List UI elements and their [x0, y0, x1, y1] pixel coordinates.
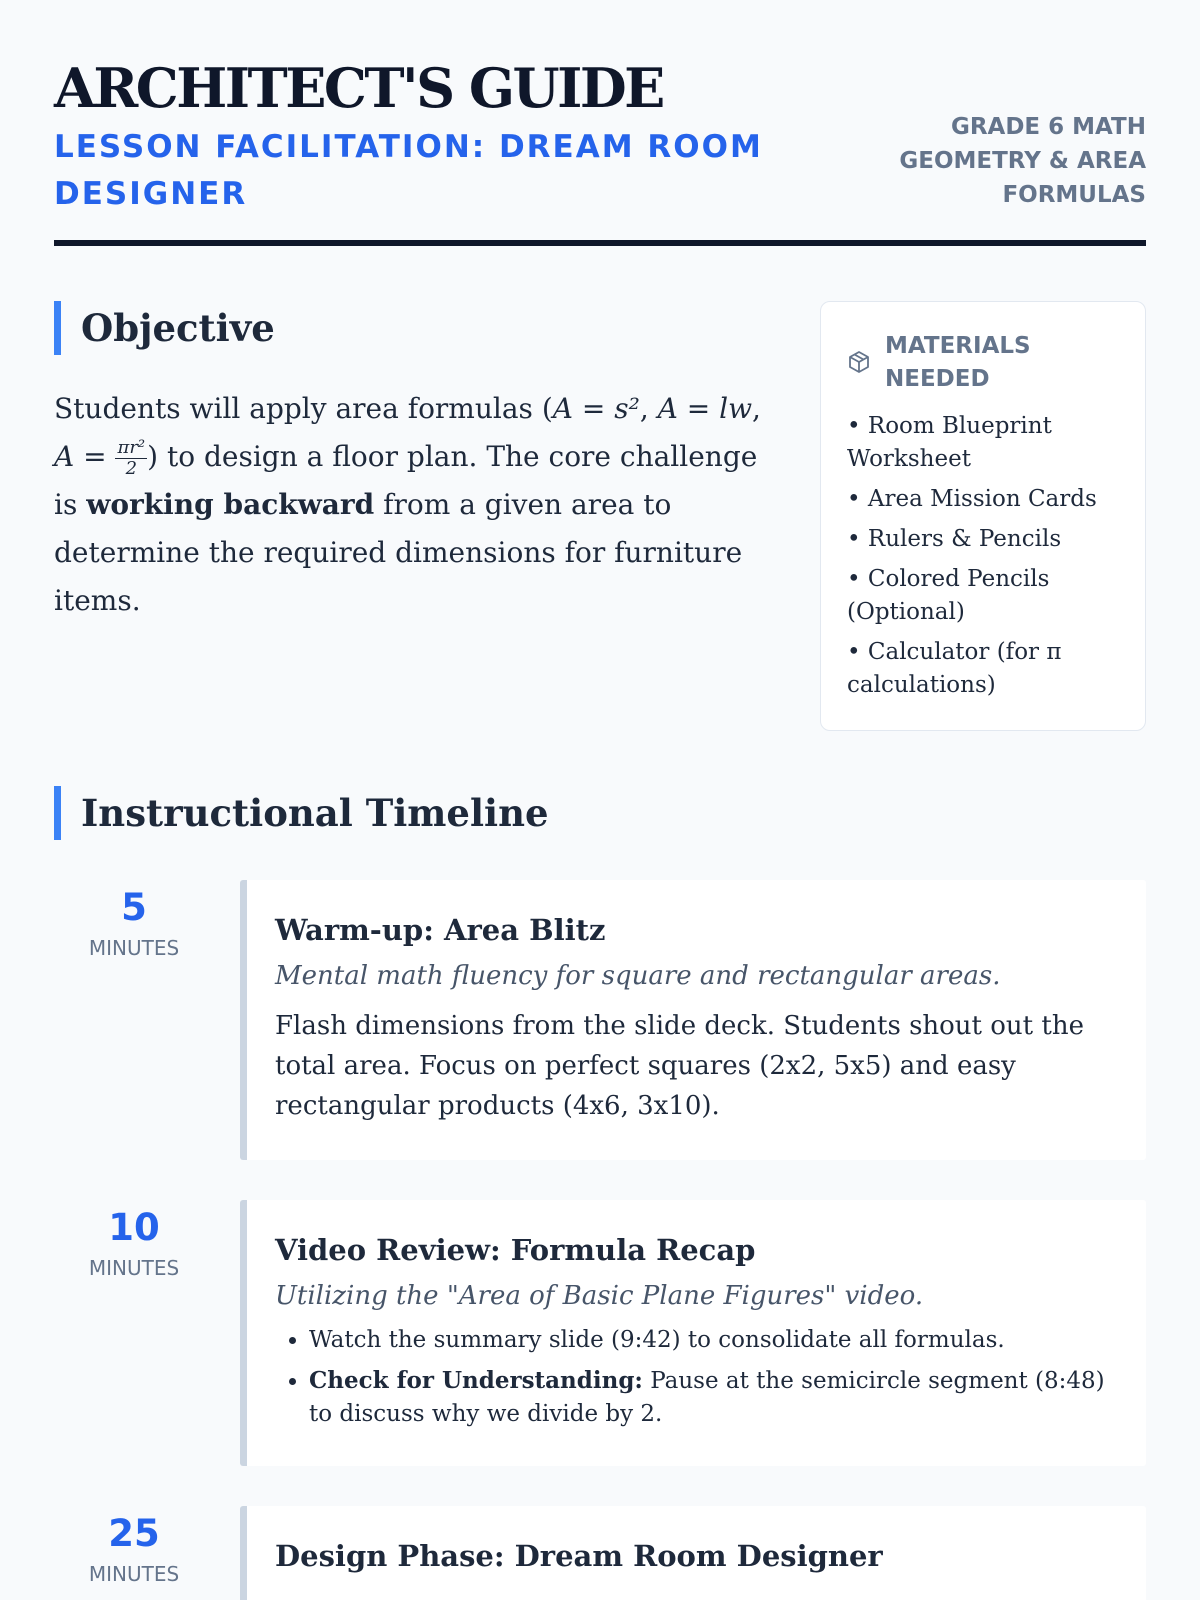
- formula-rectangle: A = lw: [657, 392, 753, 425]
- duration-badge: [54, 1510, 214, 1588]
- objective-text-start: Students will apply area formulas (: [54, 392, 553, 425]
- step-title: Video Review: Formula Recap: [275, 1233, 756, 1267]
- formula-semicircle-fraction: [115, 438, 147, 479]
- timeline-heading: Instructional Timeline: [54, 786, 549, 840]
- duration-badge: [54, 884, 214, 962]
- materials-card: [820, 301, 1146, 731]
- header-divider: [54, 240, 1146, 246]
- materials-item: • Rulers & Pencils: [847, 526, 1062, 552]
- step-description: Flash dimensions from the slide deck. Students shout out the total area. Focus on perfect squares (2x2, 5x5) and easy rectangular products (4x6, 3x10).: [275, 1011, 1084, 1121]
- materials-header: [847, 330, 1119, 396]
- step-subtitle: Mental math fluency for square and rectangular areas.: [275, 961, 1001, 991]
- step-bullet: • Watch the summary slide (9:42) to consolidate all formulas.: [309, 1324, 1118, 1357]
- grade-info: [876, 110, 1146, 212]
- materials-item: • Calculator (for π calculations): [847, 639, 1062, 698]
- materials-item: • Area Mission Cards: [847, 486, 1097, 512]
- step-card: [240, 880, 1146, 1160]
- step-title: Warm-up: Area Blitz: [275, 913, 606, 947]
- bullet-label: Check for Understanding:: [309, 1367, 643, 1394]
- step-bullet: [309, 1364, 1118, 1431]
- duration-minutes: 25: [108, 1512, 160, 1555]
- step-title: Design Phase: Dream Room Designer: [275, 1539, 883, 1573]
- step-bullets: [275, 1324, 1118, 1431]
- duration-minutes: 10: [108, 1206, 160, 1249]
- objective-text-end: from a given area to determine the required dimensions for furniture items.: [54, 488, 743, 617]
- materials-title: MATERIALS NEEDED: [885, 333, 1031, 392]
- bullet-text: Pause at the semicircle segment (8:48) to discuss why we divide by 2.: [309, 1368, 1105, 1427]
- formula-semicircle-lhs: A =: [54, 440, 116, 473]
- step-card: [240, 1506, 1146, 1600]
- duration-unit: MINUTES: [88, 1562, 180, 1586]
- objective-emphasis: working backward: [86, 488, 375, 521]
- separator: ,: [752, 392, 761, 425]
- duration-unit: MINUTES: [88, 936, 180, 960]
- page-subtitle: LESSON FACILITATION: DREAM ROOM DESIGNER: [54, 129, 763, 212]
- objective-text: [54, 385, 774, 625]
- materials-list: [847, 410, 1119, 702]
- page-title: ARCHITECT'S GUIDE: [54, 56, 663, 120]
- objective-heading: Objective: [54, 301, 275, 355]
- page-header: [54, 56, 1146, 246]
- objective-text-middle: ) to design a floor plan. The core challenge is: [54, 440, 758, 521]
- grade-level: GRADE 6 MATH: [950, 114, 1146, 140]
- duration-unit: MINUTES: [88, 1256, 180, 1280]
- box-icon: [847, 350, 871, 374]
- materials-item: • Room Blueprint Worksheet: [847, 413, 1052, 472]
- fraction-numerator: πr²: [117, 437, 146, 458]
- duration-badge: [54, 1204, 214, 1282]
- materials-item: • Colored Pencils (Optional): [847, 566, 1050, 625]
- fraction-denominator: 2: [125, 458, 138, 479]
- formula-square: A = s²: [552, 392, 640, 425]
- step-card: [240, 1200, 1146, 1466]
- step-subtitle: Utilizing the "Area of Basic Plane Figures" video.: [275, 1281, 924, 1311]
- duration-minutes: 5: [121, 886, 147, 929]
- topic: GEOMETRY & AREA FORMULAS: [899, 148, 1146, 208]
- separator: ,: [639, 392, 658, 425]
